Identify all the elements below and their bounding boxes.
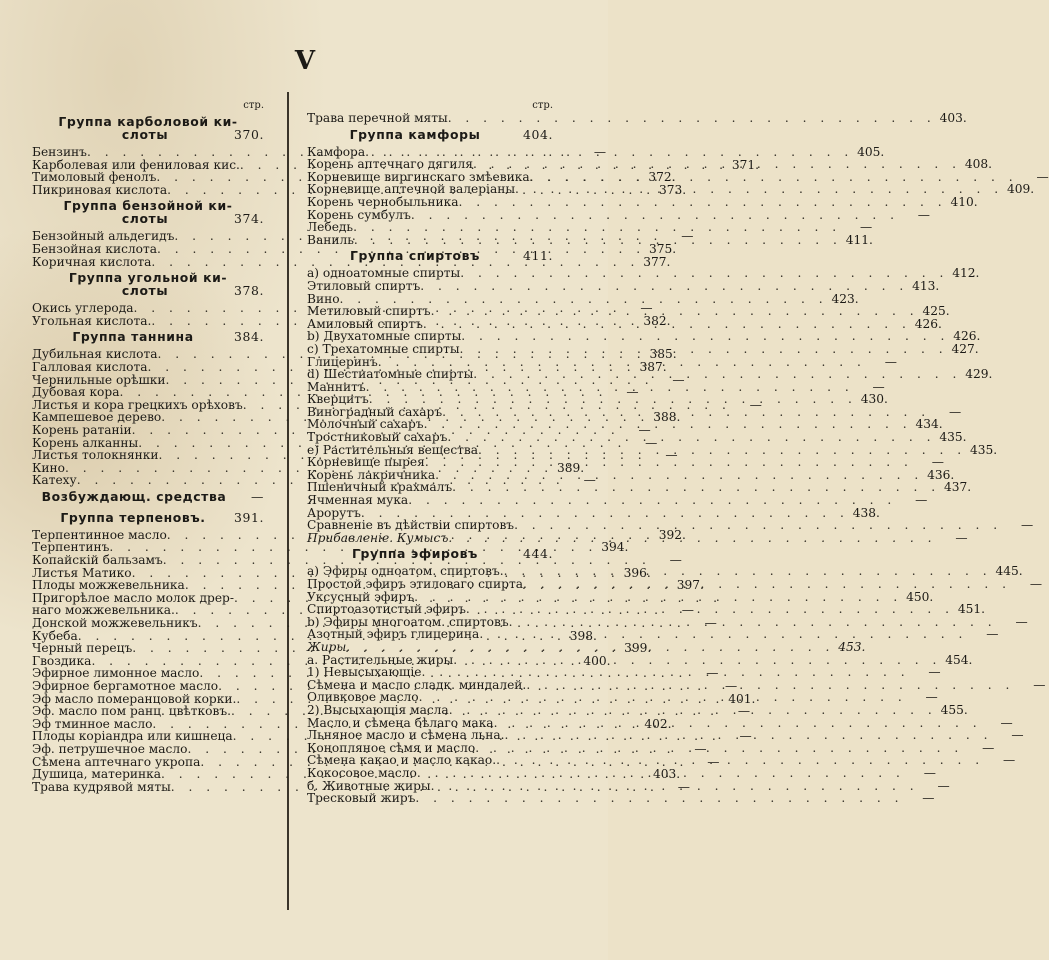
- page-ref: 410.: [950, 194, 978, 209]
- page-ref: —: [638, 422, 651, 437]
- entry-title: Карболевая или фениловая кис.: [32, 157, 240, 172]
- dot-leader: [369, 393, 857, 406]
- page-ref: 429.: [965, 367, 993, 382]
- dot-leader: [473, 158, 961, 171]
- page-ref: 408.: [964, 157, 993, 172]
- entry-title: Дубовая кора: [32, 385, 120, 400]
- toc-entry: [307, 493, 928, 508]
- group-heading-line1: Группа карболовой ки-: [58, 114, 238, 129]
- page-ref: 385.: [649, 347, 677, 362]
- entry-title: Пшеничный крахмалъ: [307, 480, 453, 495]
- page-ref: 403.: [939, 111, 967, 125]
- page-ref: —: [251, 488, 264, 504]
- page-ref: —: [937, 778, 950, 793]
- entry-title: Пикриновая кислота: [32, 182, 168, 197]
- entry-title: Эф. петрушечное масло: [32, 741, 188, 756]
- entry-title: Метиловый спиртъ: [307, 304, 431, 319]
- entry-title: Терпентинъ: [32, 540, 110, 555]
- entry-title: Вино: [307, 291, 340, 306]
- group-heading: [32, 327, 264, 348]
- page-ref: 371.: [731, 157, 759, 172]
- entry-title: Ячменная мука: [307, 493, 409, 508]
- dot-leader: [408, 494, 896, 507]
- entry-title: Коричная кислота: [32, 254, 152, 269]
- entry-title: Масло и сѣмена бѣлаго мака: [307, 715, 494, 730]
- dot-leader: [431, 305, 919, 318]
- page-ref: 404.: [523, 126, 553, 142]
- dot-leader: [523, 578, 1011, 591]
- entry-title: б. Животные жиры: [307, 778, 431, 793]
- group-heading-text: Группа таннина: [72, 329, 194, 345]
- entry-title: a) Эфиры одноатом. спиртовъ.: [307, 564, 504, 579]
- toc-entry: [307, 518, 1034, 533]
- page-ref: 409.: [1006, 182, 1035, 197]
- entry-title: Листья толокнянки: [32, 448, 159, 463]
- toc-entry: [307, 220, 873, 235]
- page-ref: 396.: [623, 565, 651, 580]
- page-ref: —: [1033, 677, 1046, 692]
- group-heading-line2: слоты: [121, 127, 169, 142]
- entry-title: d) Шестиатомные спирты: [307, 367, 474, 382]
- page-ref: —: [949, 404, 962, 419]
- page-ref: 405.: [857, 144, 885, 159]
- dot-leader: [514, 519, 1002, 532]
- group-heading: [32, 508, 264, 529]
- page-ref: 378.: [234, 283, 264, 299]
- entry-title: Оливковое масло: [307, 690, 419, 705]
- entry-title: Молочный сахаръ: [307, 417, 424, 432]
- page-ref: —: [982, 740, 995, 755]
- entry-title: Пригорѣлое масло молок дреp-: [32, 590, 234, 605]
- entry-title: Чернильные орѣшки: [32, 372, 166, 387]
- entry-title: Глицеринъ: [307, 354, 378, 369]
- page-ref: —: [1000, 715, 1013, 730]
- page-column-header: стр.: [532, 100, 553, 111]
- entry-title: Корень ратаніи: [32, 422, 132, 437]
- entry-title: Бензойная кислота: [32, 241, 158, 256]
- dot-leader: [466, 603, 954, 616]
- entry-title: Трава кудрявой мяты: [32, 779, 171, 794]
- group-heading-text: Возбуждающ. средства: [41, 488, 227, 504]
- entry-title: Донской можжевельникъ: [32, 616, 198, 631]
- page-ref: —: [672, 372, 685, 387]
- page-ref: —: [749, 397, 762, 412]
- page-ref: —: [739, 729, 752, 744]
- entry-title: a) одноатомные спирты: [307, 266, 461, 281]
- page-ref: —: [1020, 518, 1034, 533]
- entry-title: Арорутъ: [307, 505, 361, 520]
- page-ref: —: [681, 603, 694, 618]
- page-ref: 430.: [860, 392, 888, 407]
- group-heading-line2: слоты: [121, 283, 169, 299]
- page-ref: 438.: [852, 505, 880, 520]
- entry-title: Эфирное лимонное масло: [32, 666, 200, 681]
- page-ref: 400.: [583, 653, 611, 668]
- entry-title: Сѣмена какао и масло какао.: [307, 753, 497, 768]
- page-ref: —: [917, 207, 930, 222]
- page-ref: 450.: [906, 589, 934, 604]
- page-ref: —: [681, 229, 694, 244]
- page-ref: —: [859, 220, 873, 235]
- entry-title: Эф. масло пом ранц. цвѣтковъ.: [32, 704, 231, 719]
- page-ref: 384.: [234, 329, 264, 345]
- page-ref: 382.: [643, 313, 671, 328]
- entry-title: Трава перечной мяты: [307, 111, 448, 125]
- page-ref: —: [626, 385, 639, 400]
- page-ref: —: [986, 627, 999, 642]
- entry-title: Катеху: [32, 473, 77, 488]
- toc-entry: [307, 232, 873, 247]
- page-ref: 401.: [728, 691, 756, 706]
- page-ref: —: [725, 679, 738, 693]
- group-heading-line1: Группа угольной ки-: [68, 270, 228, 286]
- page-ref: —: [1003, 753, 1016, 768]
- page-ref: —: [645, 435, 658, 450]
- dot-leader: [415, 792, 903, 805]
- entry-title: Прибавленіе. Кумысъ: [307, 530, 449, 545]
- page-ref: —: [1036, 169, 1049, 184]
- entry-title: b) Эфиры многоатом. спиртовъ: [307, 614, 509, 629]
- page-ref: 398.: [569, 628, 597, 643]
- page-ref: —: [915, 493, 928, 508]
- dot-leader: [447, 431, 935, 444]
- entry-title: Корневище пырея: [307, 455, 425, 470]
- page-ref: 435.: [939, 430, 967, 445]
- entry-title: Копайскій бальзамъ: [32, 553, 163, 568]
- toc-entry: [307, 430, 967, 445]
- entry-title: 1) Невысыхающіе: [307, 665, 422, 680]
- page-ref: —: [1011, 728, 1024, 743]
- page-ref: 411.: [523, 248, 553, 264]
- entry-title: Эфирное бергамотное масло: [32, 679, 219, 693]
- entry-title: Сѣмена аптечнаго укропа: [32, 754, 201, 769]
- entry-title: e) Растительныя вещества: [307, 442, 479, 457]
- group-heading-line1: Группа бензойной ки-: [63, 198, 233, 214]
- page-ref: 444.: [523, 546, 553, 562]
- toc-entry: [307, 702, 968, 717]
- toc-entry: [307, 367, 993, 382]
- page-ref: —: [694, 741, 707, 756]
- page-ref: —: [884, 354, 897, 369]
- page-ref: —: [704, 616, 717, 631]
- entry-title: Спиртоазотистый эфиръ: [307, 602, 466, 617]
- entry-title: Азотный эфиръ глицерина: [307, 627, 480, 642]
- page-number: V: [294, 46, 314, 76]
- entry-title: c) Трехатомные спирты: [307, 341, 460, 356]
- entry-title: Эф масло померанцовой корки.: [32, 691, 237, 706]
- dot-leader: [504, 729, 992, 742]
- dot-leader: [420, 280, 908, 293]
- dot-leader: [448, 532, 936, 545]
- page-ref: —: [1015, 614, 1028, 629]
- page-ref: —: [737, 704, 751, 719]
- entry-title: Листья Матико: [32, 565, 132, 580]
- entry-title: Корень лакричника: [307, 467, 436, 482]
- entry-title: Простой эфиръ этиловаго спирта: [307, 577, 523, 591]
- entry-title: Корень чернобыльника: [307, 194, 459, 209]
- entry-title: Душица, материнка: [32, 767, 162, 782]
- entry-title: Дубильная кислота: [32, 347, 158, 362]
- page-ref: 427.: [951, 341, 979, 356]
- group-heading: [307, 246, 553, 267]
- entry-title: Уксусный эфиръ: [307, 589, 415, 604]
- group-heading: [307, 125, 553, 146]
- page-ref: 451.: [957, 602, 985, 617]
- entry-title: Терпентинное масло: [32, 527, 167, 542]
- entry-title: Кино: [32, 460, 66, 475]
- toc-entry: [307, 111, 967, 125]
- page-ref: 394.: [601, 540, 629, 555]
- page-ref: —: [922, 791, 935, 806]
- page-ref: 423.: [831, 291, 859, 306]
- page-ref: —: [925, 690, 938, 705]
- page-ref: 392.: [658, 527, 686, 542]
- page-ref: —: [1029, 577, 1043, 591]
- page-ref: 425.: [922, 304, 950, 319]
- toc-entry: [307, 665, 941, 680]
- entry-title: Галловая кислота: [32, 359, 148, 374]
- page-ref: 426.: [914, 316, 942, 331]
- toc-entry: [307, 304, 950, 319]
- page-ref: 436.: [927, 467, 955, 482]
- entry-title: Маннитъ: [307, 379, 366, 394]
- dot-leader: [417, 767, 905, 780]
- page-ref: —: [955, 530, 968, 545]
- page-ref: 445.: [995, 564, 1023, 579]
- page-ref: 453.: [838, 639, 866, 654]
- page-ref: 377.: [643, 254, 671, 269]
- entry-title: Льняное масло и сѣмена льна.: [307, 728, 505, 743]
- entry-title: Лебедь: [307, 220, 354, 235]
- page-ref: —: [583, 473, 596, 488]
- page-ref: —: [706, 666, 719, 681]
- dot-leader: [473, 368, 961, 381]
- group-heading-line2: слоты: [121, 211, 169, 227]
- entry-title: b) Двухатомные спирты: [307, 329, 462, 344]
- page-ref: 403.: [652, 767, 681, 782]
- entry-title: наго можжевельника.: [32, 603, 175, 618]
- dot-leader: [449, 704, 937, 717]
- group-heading: [32, 268, 264, 302]
- entry-title: Кубеба: [32, 628, 78, 643]
- entry-title: Листья и кора грецкихъ орѣховъ: [32, 397, 243, 412]
- page-ref: 426.: [953, 329, 981, 344]
- group-heading-text: Группа эфировъ: [352, 546, 478, 562]
- page-ref: —: [669, 553, 682, 568]
- dot-leader: [425, 456, 913, 469]
- dot-leader: [354, 234, 842, 247]
- entry-title: Тресковый жиръ: [307, 791, 416, 806]
- entry-title: Конопляное сѣмя и масло: [307, 740, 476, 755]
- entry-title: Виноградный сахаръ: [307, 404, 443, 419]
- page-ref: —: [593, 145, 607, 159]
- entry-title: Ваниль: [307, 232, 354, 247]
- page-ref: 375.: [648, 241, 677, 256]
- entry-title: Тростниковый сахаръ: [307, 430, 448, 445]
- page-column-header: стр.: [243, 100, 264, 111]
- entry-title: Сравненіе въ дѣйствіи спиртовъ: [307, 518, 515, 533]
- page-ref: 413.: [912, 278, 940, 293]
- entry-title: Кампешевое дерево: [32, 410, 162, 425]
- entry-title: Корень алканны: [32, 435, 139, 450]
- toc-entry: [307, 392, 888, 407]
- page-ref: 437.: [944, 480, 972, 495]
- entry-title: Тимоловый фенолъ: [32, 170, 157, 185]
- page-ref: —: [640, 301, 653, 316]
- entry-title: Корень аптечнаго дягиля: [307, 157, 473, 172]
- entry-title: Эф тминное масло: [32, 716, 153, 731]
- group-heading-text: Группа спиртовъ: [350, 248, 480, 264]
- group-heading: [307, 544, 553, 565]
- page-ref: 435.: [969, 442, 998, 457]
- page-ref: 370.: [234, 127, 264, 142]
- entry-title: Бензойный альдегидъ: [32, 229, 175, 244]
- page-ref: 397.: [676, 578, 704, 593]
- entry-title: Окись углерода: [32, 301, 134, 316]
- page-ref: 374.: [234, 211, 264, 227]
- group-heading-text: Группа камфоры: [349, 126, 481, 142]
- page-ref: —: [931, 455, 944, 470]
- page-ref: —: [872, 379, 885, 394]
- group-heading: [32, 196, 264, 230]
- entry-title: a. Растительные жиры: [307, 652, 454, 667]
- entry-title: Черный перецъ: [32, 641, 133, 656]
- page-ref: 402.: [644, 716, 672, 731]
- entry-title: Бензинъ: [32, 145, 87, 159]
- dot-leader: [422, 666, 910, 679]
- page-ref: —: [665, 448, 678, 463]
- page-ref: —: [923, 765, 936, 780]
- page-ref: 391.: [234, 509, 264, 525]
- entry-title: Корневище виргинскаго змѣевика: [307, 169, 530, 184]
- toc-entry: [307, 194, 978, 209]
- entry-title: 2) Высыхающія масла: [307, 702, 449, 717]
- entry-title: Гвоздика: [32, 653, 92, 668]
- dot-leader: [459, 196, 947, 209]
- dot-leader: [460, 343, 948, 356]
- entry-title: Жиры: [307, 639, 347, 654]
- page-ref: 434.: [915, 417, 943, 432]
- entry-title: Кокосовое масло: [307, 765, 417, 780]
- toc-entry: [307, 728, 1024, 743]
- entry-title: Камфора: [307, 144, 366, 159]
- dot-leader: [346, 641, 834, 654]
- toc-entry: [307, 278, 940, 293]
- entry-title: Корень сумбулъ: [307, 207, 411, 222]
- entry-title: Сѣмена и масло сладк. миндалей.: [307, 677, 527, 692]
- group-heading-text: Группа терпеновъ.: [60, 509, 206, 525]
- entry-title: Угольная кислота.: [32, 313, 152, 328]
- page-ref: —: [677, 779, 690, 794]
- page-ref: 389.: [556, 460, 585, 475]
- page-ref: 388.: [653, 410, 681, 425]
- page-ref: 411.: [845, 232, 873, 247]
- dot-leader: [448, 112, 936, 125]
- entry-title: Плоды можжевельника: [32, 578, 185, 593]
- entry-title: Кверцитъ: [307, 392, 369, 407]
- dot-leader: [353, 221, 841, 234]
- entry-title: Этиловый спиртъ: [307, 278, 421, 293]
- toc-entry: [307, 602, 985, 617]
- page-ref: 412.: [952, 266, 980, 281]
- entry-title: Амиловый спиртъ: [307, 316, 423, 331]
- page-ref: —: [707, 754, 720, 769]
- page-ref: 454.: [945, 652, 973, 667]
- page-ref: 372.: [648, 170, 676, 185]
- entry-title: Корневище аптечной валеріаны: [307, 182, 516, 197]
- entry-title: Плоды коріандра или кишнеца: [32, 729, 233, 744]
- page-ref: 387.: [639, 359, 667, 374]
- group-heading: [32, 112, 264, 146]
- page-ref: 373.: [659, 182, 687, 197]
- page-ref: —: [928, 665, 941, 680]
- page-ref: 455.: [940, 702, 968, 717]
- page-ref: 399.: [624, 641, 652, 656]
- toc-entry: [307, 791, 935, 806]
- group-heading: [32, 487, 264, 508]
